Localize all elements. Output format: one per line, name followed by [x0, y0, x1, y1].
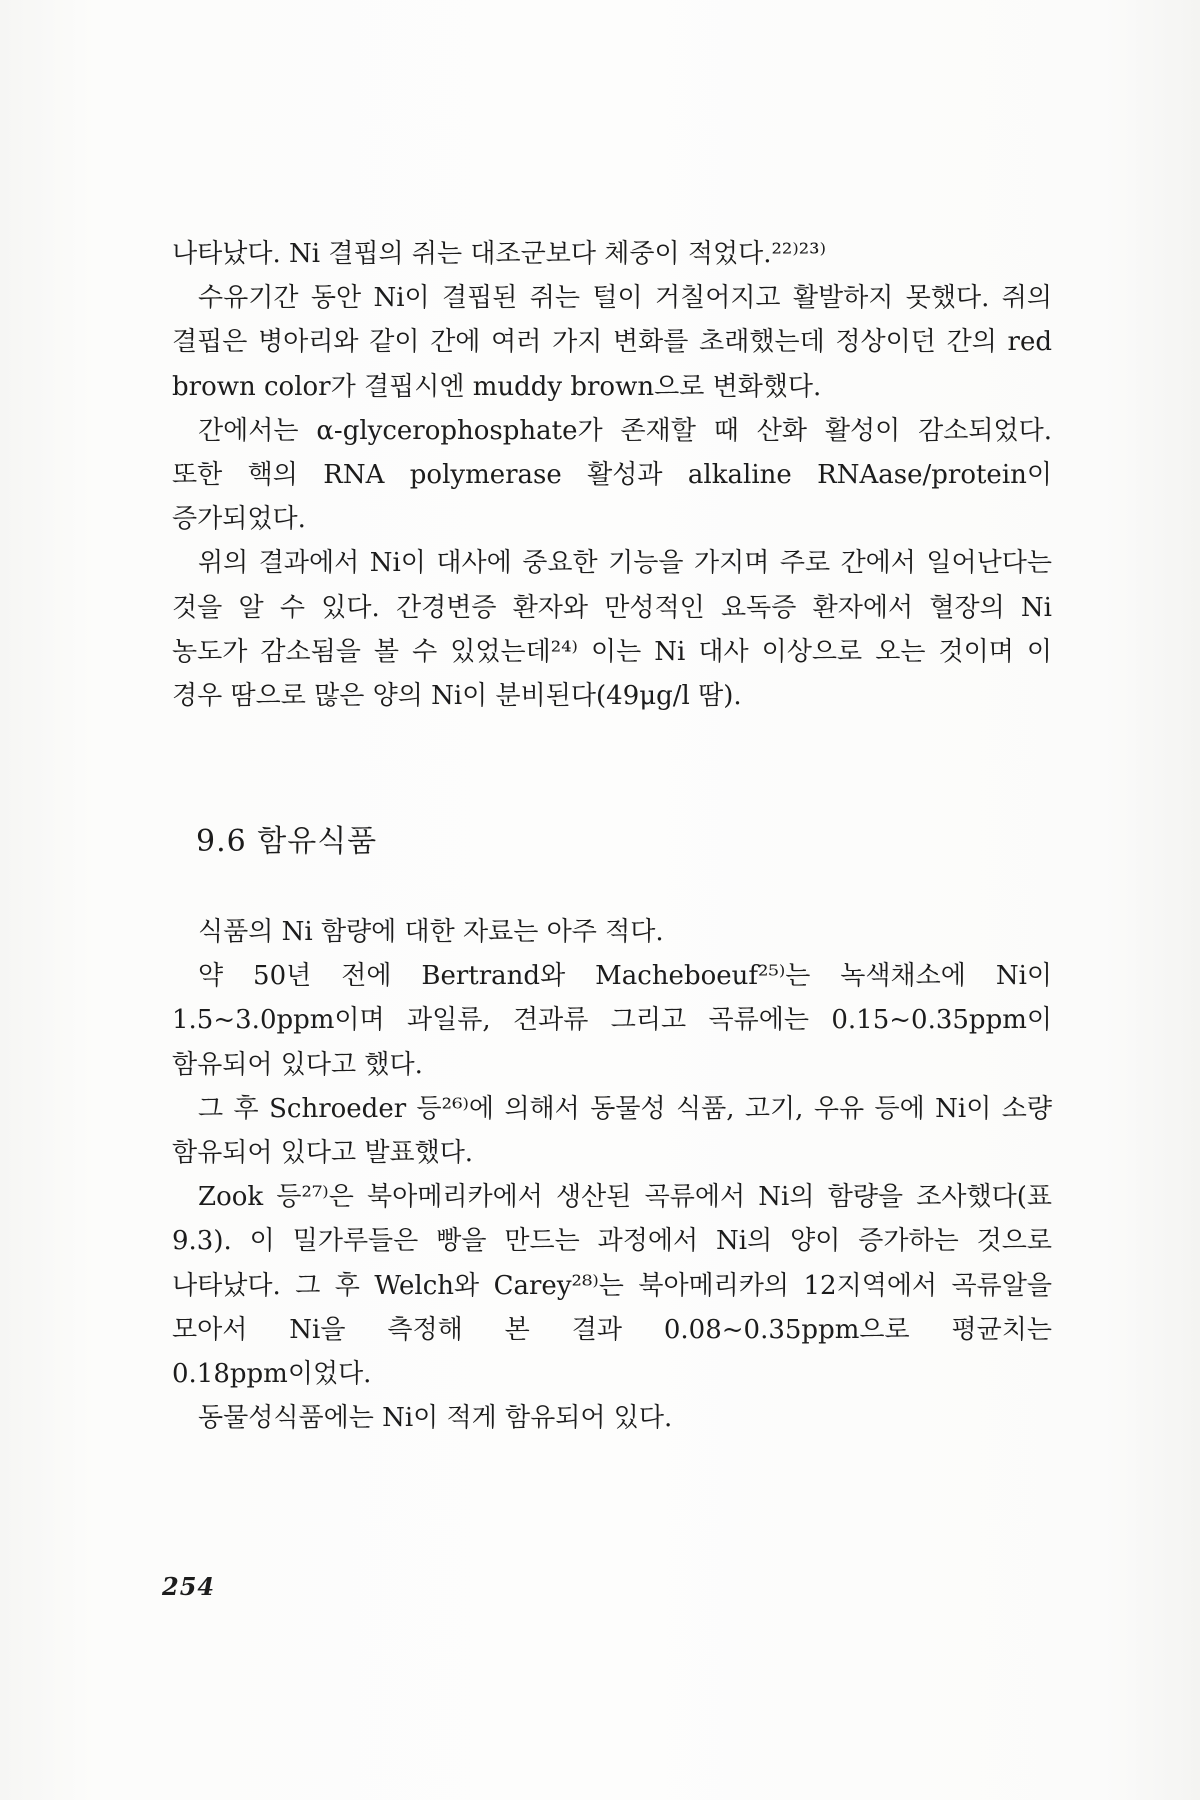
paragraph: 식품의 Ni 함량에 대한 자료는 아주 적다. — [198, 917, 664, 947]
body-text-bottom — [172, 910, 1052, 1440]
section-heading: 9.6 함유식품 — [196, 824, 378, 859]
paragraph: 수유기간 동안 Ni이 결핍된 쥐는 털이 거칠어지고 활발하지 못했다. 쥐의 결핍은 병아리와 같이 간에 여러 가지 변화를 초래했는데 정상이던 간의 red brown color가 결핍시엔 muddy brown으로 변화했다. — [172, 283, 1052, 402]
paragraph: 동물성식품에는 Ni이 적게 함유되어 있다. — [198, 1403, 673, 1434]
paragraph: 간에서는 α-glycerophosphate가 존재할 때 산화 활성이 감소되었다. 또한 핵의 RNA polymerase 활성과 alkaline RNAase/protein이 증가되었다. — [172, 415, 1052, 535]
page-number: 254 — [162, 1572, 216, 1601]
body-text-top — [172, 232, 1052, 718]
paragraph: 나타났다. Ni 결핍의 쥐는 대조군보다 체중이 적었다.²²⁾²³⁾ — [172, 239, 826, 269]
paragraph: 그 후 Schroeder 등²⁶⁾에 의해서 동물성 식품, 고기, 우유 등에 Ni이 소량 함유되어 있다고 발표했다. — [172, 1093, 1052, 1169]
paragraph: Zook 등²⁷⁾은 북아메리카에서 생산된 곡류에서 Ni의 함량을 조사했다(표 9.3). 이 밀가루들은 빵을 만드는 과정에서 Ni의 양이 증가하는 것으로 나타났다. 그 후 Welch와 Carey²⁸⁾는 북아메리카의 12지역에서 곡류알을 모아서 Ni을 측정해 본 결과 0.08~0.35ppm으로 평균치는 0.18ppm이었다. — [172, 1182, 1052, 1390]
paragraph: 약 50년 전에 Bertrand와 Macheboeuf²⁵⁾는 녹색채소에 Ni이 1.5~3.0ppm이며 과일류, 견과류 그리고 곡류에는 0.15~0.35ppm이 함유되어 있다고 했다. — [172, 961, 1052, 1080]
paragraph: 위의 결과에서 Ni이 대사에 중요한 기능을 가지며 주로 간에서 일어난다는 것을 알 수 있다. 간경변증 환자와 만성적인 요독증 환자에서 혈장의 Ni 농도가 감소됨을 볼 수 있었는데²⁴⁾ 이는 Ni 대사 이상으로 오는 것이며 이 경우 땀으로 많은 양의 Ni이 분비된다(49μg/l 땀). — [172, 548, 1052, 712]
